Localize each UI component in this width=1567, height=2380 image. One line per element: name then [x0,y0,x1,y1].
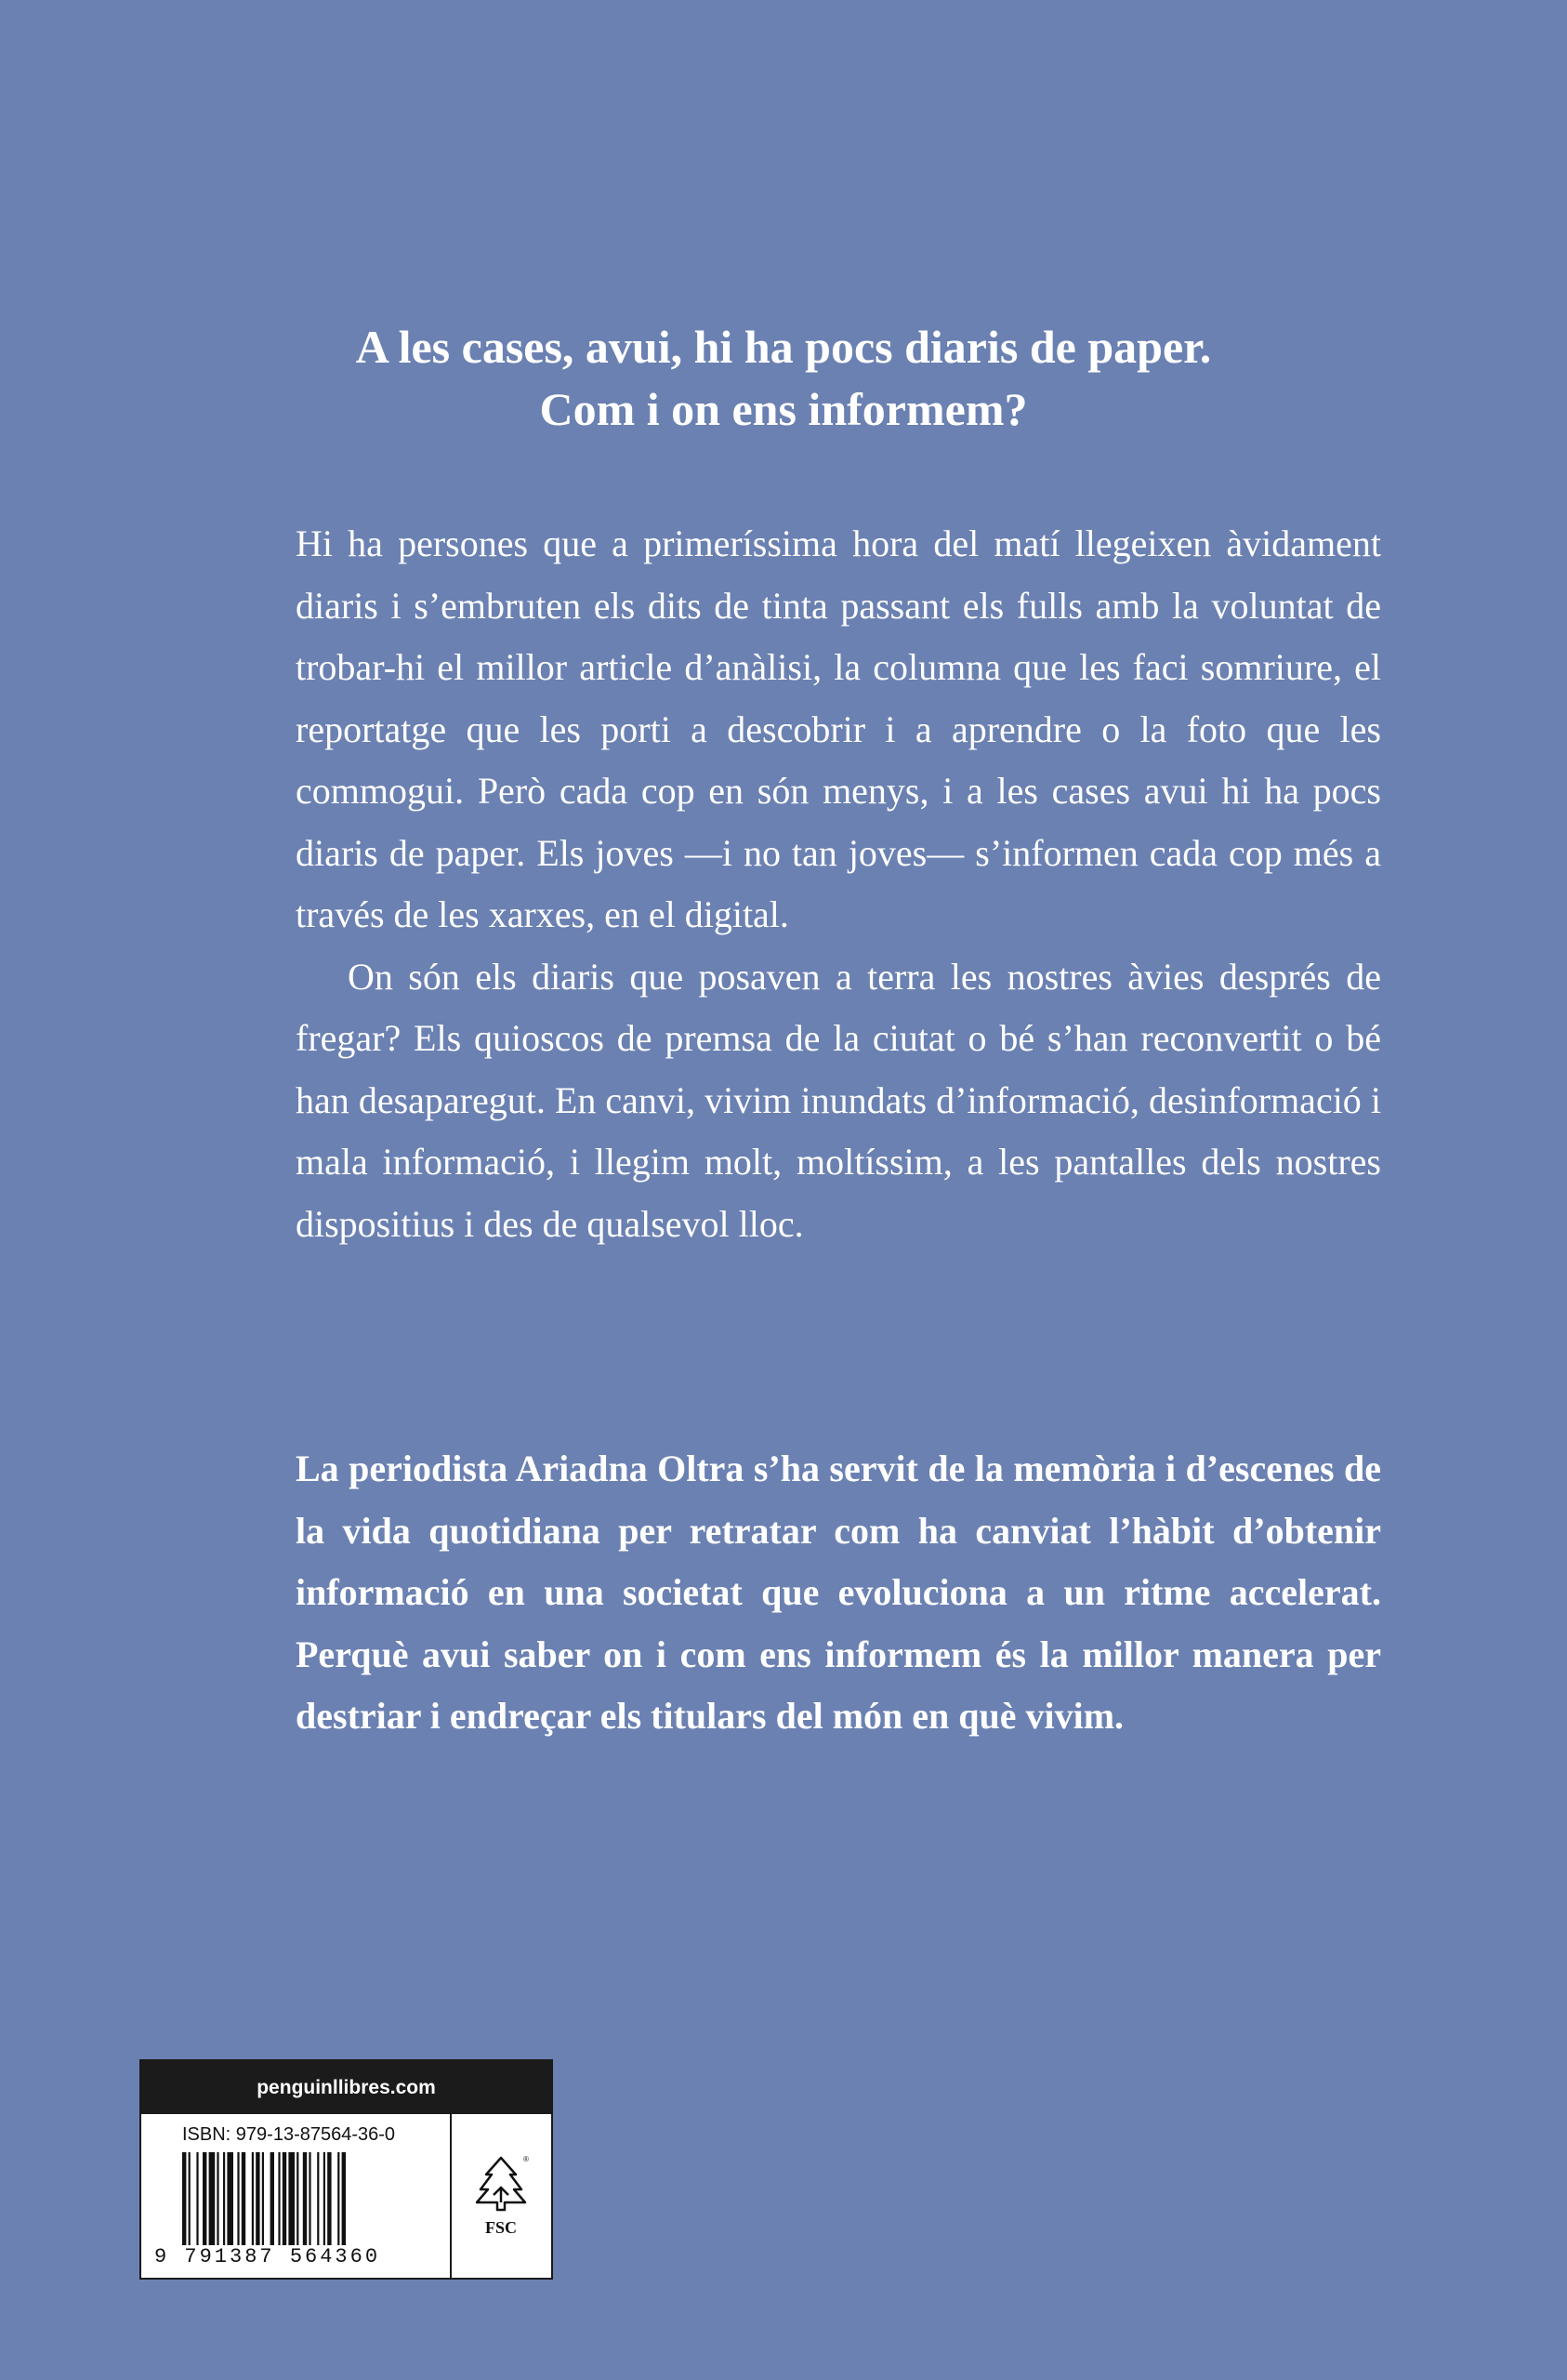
fsc-label: FSC [484,2218,517,2237]
barcode-box [139,2059,553,2280]
body-paragraph-1: Hi ha persones que a primeríssima hora del matí llegeixen àvidament diaris i s’embruten els dits de tinta passant els fulls amb la voluntat de trobar-hi el millor article d’anàlisi, la columna que les faci somriure, el reportatge que les porti a descobrir i a aprendre o la foto que les commogui. Però cada cop en són menys, i a les cases avui hi ha pocs diaris de paper. Els joves —i no tan joves— s’informen cada cop més a través de les xarxes, en el digital. [296,522,1381,935]
barcode-divider [450,2114,452,2278]
fsc-tree-icon [473,2154,529,2212]
body-paragraph-2: On són els diaris que posaven a terra les nostres àvies després de fregar? Els quioscos de premsa de la ciutat o bé s’han reconvertit o bé han desaparegut. En canvi, vivim inundats d’informació, desinformació i mala informació, i llegim molt, moltíssim, a les pantalles dels nostres dispositius i des de qualsevol lloc. [296,955,1381,1245]
headline-line-2: Com i on ens informem? [539,383,1028,435]
headline [186,316,1381,441]
author-blurb: La periodista Ariadna Oltra s’ha servit de la memòria i d’escenes de la vida quotidiana per retratar com ha canviat l’hàbit d’obtenir informació en una societat que evoluciona a un ritme accelerat. Perquè avui saber on i com ens informem és la millor manera per destriar i endreçar els titulars del món en què vivim. [296,1448,1381,1737]
barcode-icon [182,2152,405,2245]
isbn-label: ISBN: 979-13-87564-36-0 [182,2124,396,2145]
fsc-logo [467,2154,535,2247]
barcode-digits: 9 791387 564360 [154,2245,381,2268]
svg-text:®: ® [523,2155,529,2163]
headline-line-1: A les cases, avui, hi ha pocs diaris de paper. [355,321,1212,373]
body-text [296,513,1381,1255]
publisher-website: penguinllibres.com [141,2061,551,2114]
